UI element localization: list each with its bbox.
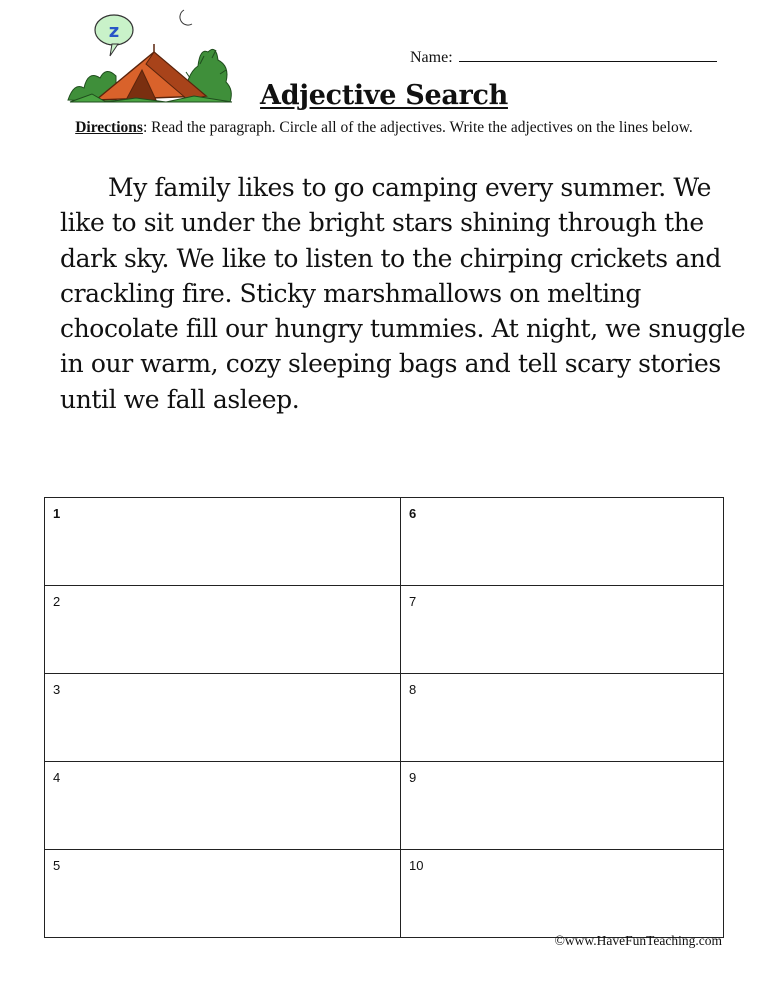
answer-cell-5[interactable]: 5 [45, 850, 401, 938]
name-line[interactable] [459, 45, 717, 62]
table-row [45, 674, 724, 762]
table-row [45, 586, 724, 674]
directions [40, 118, 728, 138]
svg-text:z: z [108, 21, 120, 42]
directions-text: : Read the paragraph. Circle all of the adjectives. Write the adjectives on the lines below. [142, 119, 693, 136]
sleep-bubble-icon [95, 15, 133, 56]
copyright-footer: ©www.HaveFunTeaching.com [554, 933, 722, 948]
answer-cell-8[interactable]: 8 [401, 674, 724, 762]
answer-cell-6[interactable]: 6 [401, 498, 724, 586]
answer-cell-9[interactable]: 9 [401, 762, 724, 850]
answer-cell-3[interactable]: 3 [45, 674, 401, 762]
page-title: Adjective Search [260, 80, 508, 111]
moon-icon [180, 10, 192, 25]
answer-cell-7[interactable]: 7 [401, 586, 724, 674]
name-label: Name: [410, 49, 453, 66]
reading-paragraph: My family likes to go camping every summer. We like to sit under the bright stars shining through the dark sky. We like to listen to the chirping crickets and crackling fire. Sticky marshmallows on melting chocolate fill our hungry tummies. At night, we snuggle in our warm, cozy sleeping bags and tell scary stories until we fall asleep. [60, 173, 746, 414]
table-row [45, 850, 724, 938]
answer-cell-1[interactable]: 1 [45, 498, 401, 586]
answer-cell-4[interactable]: 4 [45, 762, 401, 850]
name-field [410, 45, 717, 67]
table-row [45, 762, 724, 850]
directions-label: Directions [75, 119, 143, 136]
answer-cell-10[interactable]: 10 [401, 850, 724, 938]
answer-table [44, 497, 724, 938]
answer-cell-2[interactable]: 2 [45, 586, 401, 674]
table-row [45, 498, 724, 586]
